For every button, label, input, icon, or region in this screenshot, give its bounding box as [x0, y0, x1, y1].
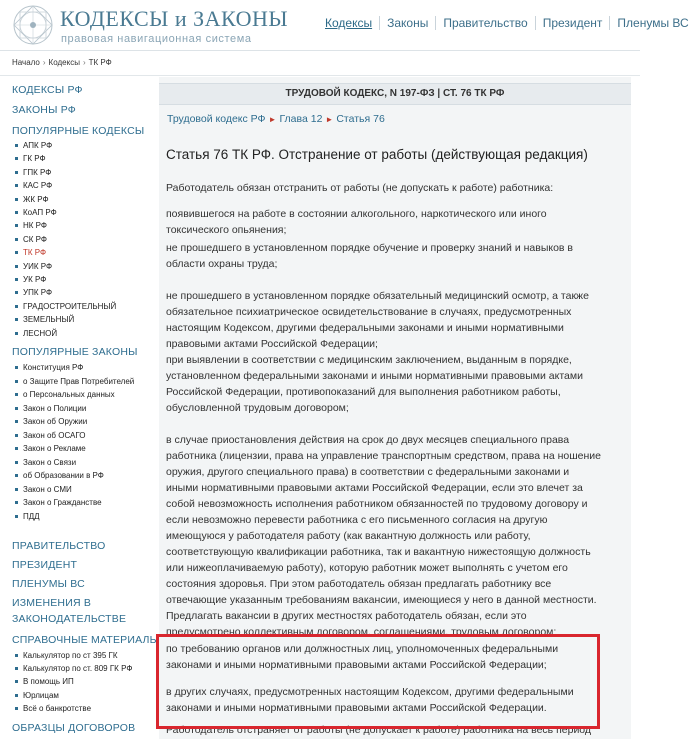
site-subtitle: правовая навигационная система — [61, 33, 252, 45]
sidebar-codes-link[interactable]: КОДЕКСЫ РФ — [12, 84, 83, 96]
sidebar-ref-item[interactable]: Калькулятор по ст. 809 ГК РФ — [23, 664, 133, 674]
article-paragraph — [166, 432, 626, 640]
paragraph-line: по требованию органов или должностных лиц, уполномоченных федеральными — [166, 643, 559, 655]
paragraph-line: отвечающие указанным требованиям вакансии, имеющиеся у него в данной местности. — [166, 594, 597, 606]
sidebar-code-item[interactable]: КАС РФ — [23, 181, 53, 191]
site-title[interactable]: КОДЕКСЫ и ЗАКОНЫ — [60, 6, 289, 31]
paragraph-line: настоящим Кодексом, другими федеральными законами и иными нормативными — [166, 322, 564, 334]
sidebar-code-item[interactable]: ГК РФ — [23, 154, 46, 164]
paragraph-line: правовыми актами Российской Федерации; — [166, 338, 378, 350]
sidebar-changes-line2[interactable]: ЗАКОНОДАТЕЛЬСТВЕ — [12, 613, 127, 625]
paragraph-line: законами и иными нормативными правовыми актами Российской Федерации; — [166, 659, 547, 671]
breadcrumb-separator: › — [42, 58, 46, 67]
sidebar-code-item[interactable]: ЗЕМЕЛЬНЫЙ — [23, 315, 75, 325]
paragraph-line: оружия, другого специального права) в соответствии с федеральными законами и — [166, 466, 570, 478]
breadcrumb-current: ТК РФ — [88, 58, 112, 67]
breadcrumb-separator: › — [82, 58, 86, 67]
top-nav — [318, 16, 696, 30]
paragraph-line: области охраны труда; — [166, 258, 278, 270]
breadcrumb-home[interactable]: Начало — [12, 58, 40, 67]
paragraph-line: иными нормативными правовыми актами Российской Федерации, если это влечет за — [166, 482, 583, 494]
article-breadcrumb — [167, 113, 385, 125]
article-crumb-article[interactable]: Статья 76 — [336, 113, 385, 125]
paragraph-line: появившегося на работе в состоянии алкогольного, наркотического или иного — [166, 208, 547, 220]
sidebar-law-item[interactable]: Закон об Оружии — [23, 417, 88, 426]
paragraph-line: установленном федеральными законами и иными нормативными правовыми актами — [166, 370, 583, 382]
sidebar-law-item[interactable]: Конституция РФ — [23, 363, 84, 372]
sidebar-ref-item[interactable]: В помощь ИП — [23, 677, 74, 687]
breadcrumb-codes[interactable]: Кодексы — [48, 58, 80, 67]
paragraph-line: собой невозможность исполнения работником обязанностей по трудовому договору и — [166, 498, 588, 510]
paragraph-line: обязательное психиатрическое освидетельствование в случаях, предусмотренных — [166, 306, 572, 318]
sidebar-popular-laws[interactable]: ПОПУЛЯРНЫЕ ЗАКОНЫ — [12, 346, 138, 358]
paragraph-line: предусмотрено коллективным договором, соглашениями, трудовым договором; — [166, 626, 557, 638]
header-divider — [0, 50, 640, 51]
nav-laws[interactable]: Законы — [379, 16, 435, 30]
arrow-right-icon: ► — [268, 115, 277, 124]
paragraph-line: работника (лицензии, права на управление транспортным средством, права на ношение — [166, 450, 601, 462]
paragraph-line: если невозможно перевести работника с его письменного согласия на другую — [166, 514, 548, 526]
paragraph-line: или нижеоплачиваемую работу), которую работник может выполнять с учетом его — [166, 562, 568, 574]
sidebar-code-item[interactable]: ГРАДОСТРОИТЕЛЬНЫЙ — [23, 301, 117, 311]
sidebar-code-item[interactable]: СК РФ — [23, 234, 47, 244]
sidebar-code-item[interactable]: УК РФ — [23, 275, 47, 284]
sidebar-code-item[interactable]: ТК РФ — [23, 248, 47, 258]
sidebar-law-item[interactable]: Закон о Гражданстве — [23, 498, 102, 507]
sidebar-code-item[interactable]: НК РФ — [23, 221, 47, 231]
sidebar-code-item[interactable]: ГПК РФ — [23, 167, 52, 177]
sidebar-code-item[interactable]: ЖК РФ — [23, 194, 49, 204]
sidebar-ref-item[interactable]: Всё о банкротстве — [23, 703, 92, 713]
content-header-bar: ТРУДОВОЙ КОДЕКС, N 197-ФЗ | СТ. 76 ТК РФ — [159, 83, 631, 105]
paragraph-line: при выявлении в соответствии с медицинским заключением, выданным в порядке, — [166, 354, 572, 366]
sidebar-law-item[interactable]: Закон об ОСАГО — [23, 430, 86, 440]
sidebar-government[interactable]: ПРАВИТЕЛЬСТВО — [12, 540, 106, 552]
sidebar-law-item[interactable]: Закон о Рекламе — [23, 444, 86, 453]
sidebar-code-item[interactable]: УИК РФ — [23, 261, 53, 271]
paragraph-line: обусловленной трудовым договором; — [166, 402, 349, 414]
paragraph-line: не прошедшего в установленном порядке обязательный медицинский осмотр, а также — [166, 290, 589, 302]
article-paragraph — [166, 240, 626, 272]
sidebar-ref-item[interactable]: Юрлицам — [23, 690, 59, 700]
article-paragraph — [166, 206, 626, 238]
nav-president[interactable]: Президент — [535, 16, 610, 30]
article-paragraph — [166, 288, 626, 352]
sidebar-code-item[interactable]: ЛЕСНОЙ — [23, 328, 58, 338]
arrow-right-icon: ► — [325, 115, 334, 124]
sidebar-code-item[interactable]: АПК РФ — [23, 141, 53, 150]
paragraph-line: законами и иными нормативными правовыми актами Российской Федерации. — [166, 702, 547, 714]
article-paragraph — [166, 352, 626, 416]
paragraph-line: Работодатель обязан отстранить от работы (не допускать к работе) работника: — [166, 182, 554, 194]
article-crumb-chapter[interactable]: Глава 12 — [279, 113, 323, 125]
sidebar-law-item[interactable]: о Защите Прав Потребителей — [23, 376, 135, 386]
sidebar-ref-item[interactable]: Калькулятор по ст 395 ГК — [23, 651, 118, 660]
highlight-box — [156, 634, 600, 729]
paragraph-line: в случае приостановления действия на срок до двух месяцев специального права — [166, 434, 570, 446]
nav-plenums[interactable]: Пленумы ВС — [609, 16, 695, 30]
sidebar-changes-line1[interactable]: ИЗМЕНЕНИЯ В — [12, 597, 92, 609]
sidebar-popular-codes[interactable]: ПОПУЛЯРНЫЕ КОДЕКСЫ — [12, 125, 145, 137]
sidebar-law-item[interactable]: Закон о СМИ — [23, 484, 72, 494]
sidebar-code-item[interactable]: КоАП РФ — [23, 208, 57, 217]
sidebar-law-item[interactable]: об Образовании в РФ — [23, 471, 104, 480]
article-title: Статья 76 ТК РФ. Отстранение от работы (действующая редакция) — [166, 147, 588, 162]
nav-codes[interactable]: Кодексы — [325, 16, 373, 30]
paragraph-line: имеющуюся у работодателя работу (как вакантную должность или работу, — [166, 530, 531, 542]
sidebar-law-item[interactable]: о Персональных данных — [23, 390, 115, 399]
sidebar-reference[interactable]: СПРАВОЧНЫЕ МАТЕРИАЛЫ — [12, 634, 160, 646]
sidebar-president[interactable]: ПРЕЗИДЕНТ — [12, 559, 78, 571]
sidebar-law-item[interactable]: Закон о Полиции — [23, 403, 87, 413]
paragraph-line: соответствующую квалификации работника, так и вакантную нижестоящую должность — [166, 546, 591, 558]
sidebar-laws-link[interactable]: ЗАКОНЫ РФ — [12, 104, 76, 116]
article-paragraph — [166, 180, 626, 196]
paragraph-line: в других случаях, предусмотренных настоящим Кодексом, другими федеральными — [166, 686, 574, 698]
paragraph-line: не прошедшего в установленном порядке обучение и проверку знаний и навыков в — [166, 242, 573, 254]
breadcrumb — [12, 58, 112, 67]
paragraph-line: Работодатель отстраняет от работы (не допускает к работе) работника на весь период — [166, 724, 592, 736]
sidebar-law-item[interactable]: ПДД — [23, 511, 40, 521]
breadcrumb-divider — [0, 75, 640, 76]
sidebar-samples[interactable]: ОБРАЗЦЫ ДОГОВОРОВ — [12, 722, 136, 734]
article-crumb-code[interactable]: Трудовой кодекс РФ — [167, 113, 266, 125]
paragraph-line: Российской Федерации, противопоказаний для выполнения работником работы, — [166, 386, 561, 398]
nav-government[interactable]: Правительство — [435, 16, 534, 30]
sidebar-code-item[interactable]: УПК РФ — [23, 288, 53, 298]
paragraph-line: состояния здоровья. При этом работодатель обязан предлагать работнику все — [166, 578, 552, 590]
sidebar-law-item[interactable]: Закон о Связи — [23, 457, 77, 467]
site-header — [0, 0, 689, 60]
paragraph-line: токсического опьянения; — [166, 224, 287, 236]
logo-icon[interactable] — [12, 4, 54, 46]
sidebar-plenums[interactable]: ПЛЕНУМЫ ВС — [12, 578, 85, 590]
paragraph-line: Предлагать вакансии в других местностях работодатель обязан, если это — [166, 610, 527, 622]
